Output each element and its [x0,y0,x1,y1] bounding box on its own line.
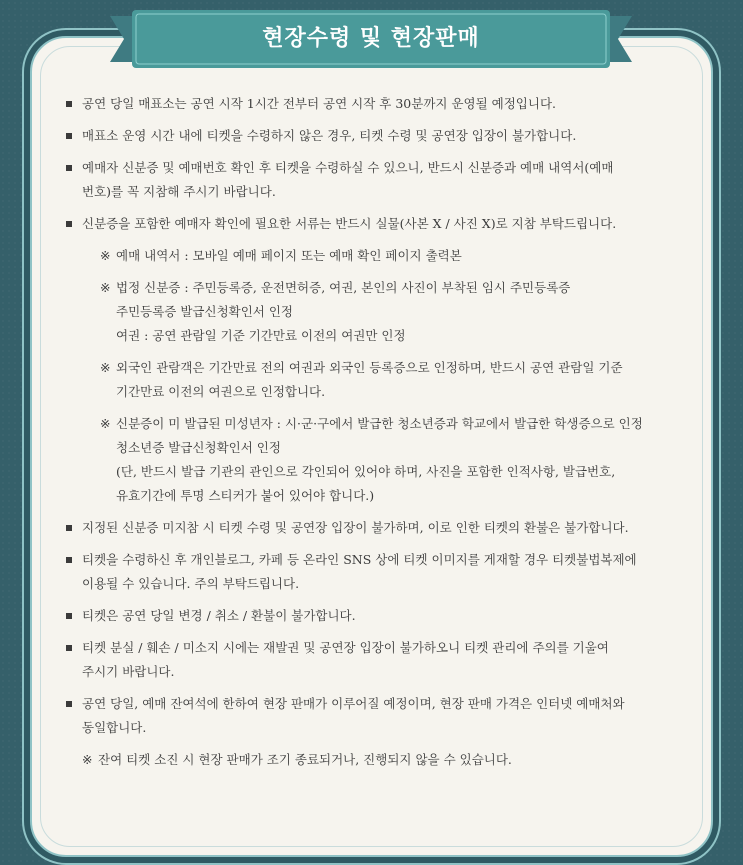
reference-mark: ※ [82,752,93,767]
text-line: 티켓을 수령하신 후 개인블로그, 카페 등 온라인 SNS 상에 티켓 이미지를 게재할 경우 티켓불법복제에 [82,552,637,567]
text-line: 예매 내역서 : 모바일 예매 페이지 또는 예매 확인 페이지 출력본 [116,248,462,263]
text-line: 예매자 신분증 및 예매번호 확인 후 티켓을 수령하실 수 있으니, 반드시 신분증과 예매 내역서(예매 [82,160,614,175]
bullet-item [64,212,684,236]
note-item [100,412,684,508]
text-line: 이용될 수 있습니다. 주의 부탁드립니다. [82,576,300,591]
page-title: 현장수령 및 현장판매 [262,26,480,51]
text-line: 주시기 바랍니다. [82,664,175,679]
text-line: 매표소 운영 시간 내에 티켓을 수령하지 않은 경우, 티켓 수령 및 공연장 입장이 불가합니다. [82,128,577,143]
text-line: 유효기간에 투명 스티커가 붙어 있어야 합니다.) [116,488,375,503]
text-line: 신분증이 미 발급된 미성년자 : 시·군·구에서 발급한 청소년증과 학교에서 발급한 학생증으로 인정 [116,416,643,431]
text-line: 잔여 티켓 소진 시 현장 판매가 조기 종료되거나, 진행되지 않을 수 있습니다. [98,752,512,767]
reference-mark: ※ [100,280,111,295]
text-line: 티켓 분실 / 훼손 / 미소지 시에는 재발권 및 공연장 입장이 불가하오니 티켓 관리에 주의를 기울여 [82,640,609,655]
bullet-item [64,156,684,204]
note-item [82,748,684,772]
reference-mark: ※ [100,416,111,431]
text-line: 지정된 신분증 미지참 시 티켓 수령 및 공연장 입장이 불가하며, 이로 인한 티켓의 환불은 불가합니다. [82,520,629,535]
bullet-item [64,692,684,740]
bullet-item [64,604,684,628]
bullet-item [64,124,684,148]
note-item [100,356,684,404]
text-line: (단, 반드시 발급 기관의 관인으로 각인되어 있어야 하며, 사진을 포함한 인적사항, 발급번호, [116,464,616,479]
reference-mark: ※ [100,248,111,263]
note-item [100,244,684,268]
text-line: 여권 : 공연 관람일 기준 기간만료 이전의 여권만 인정 [116,328,406,343]
bullet-item [64,92,684,116]
title-ribbon [110,10,632,68]
text-line: 번호)를 꼭 지참해 주시기 바랍니다. [82,184,276,199]
text-line: 법정 신분증 : 주민등록증, 운전면허증, 여권, 본인의 사진이 부착된 임시 주민등록증 [116,280,571,295]
reference-mark: ※ [100,360,111,375]
bullet-item [64,548,684,596]
text-line: 외국인 관람객은 기간만료 전의 여권과 외국인 등록증으로 인정하며, 반드시 공연 관람일 기준 [116,360,623,375]
bullet-item [64,516,684,540]
text-line: 공연 당일 매표소는 공연 시작 1시간 전부터 공연 시작 후 30분까지 운영될 예정입니다. [82,96,556,111]
note-item [100,276,684,348]
notice-content [64,92,684,780]
text-line: 신분증을 포함한 예매자 확인에 필요한 서류는 반드시 실물(사본 X / 사진 X)로 지참 부탁드립니다. [82,216,617,231]
text-line: 공연 당일, 예매 잔여석에 한하여 현장 판매가 이루어질 예정이며, 현장 판매 가격은 인터넷 예매처와 [82,696,625,711]
bullet-item [64,636,684,684]
text-line: 동일합니다. [82,720,147,735]
text-line: 기간만료 이전의 여권으로 인정합니다. [116,384,326,399]
text-line: 티켓은 공연 당일 변경 / 취소 / 환불이 불가합니다. [82,608,356,623]
text-line: 주민등록증 발급신청확인서 인정 [116,304,293,319]
text-line: 청소년증 발급신청확인서 인정 [116,440,281,455]
